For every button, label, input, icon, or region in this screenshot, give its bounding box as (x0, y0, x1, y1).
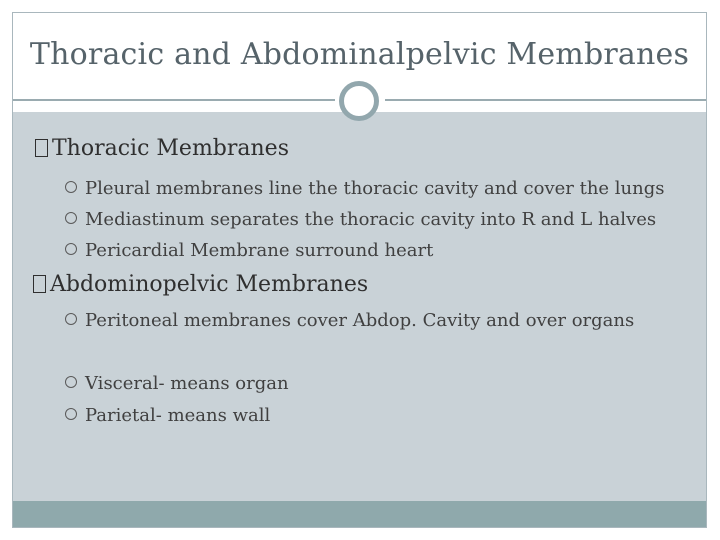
section-heading-thoracic (35, 136, 289, 161)
title-divider-right (385, 99, 706, 101)
slide-title: Thoracic and Abdominalpelvic Membranes (29, 37, 690, 72)
list-item-text: Pleural membranes line the thoracic cavity and cover the lungs (85, 178, 665, 199)
circle-bullet-icon (65, 313, 77, 325)
list-item-text: Visceral- means organ (85, 373, 289, 394)
square-bullet-icon (33, 275, 46, 293)
list-item-text: Pericardial Membrane surround heart (85, 240, 434, 261)
circle-bullet-icon (65, 212, 77, 224)
circle-bullet-icon (65, 376, 77, 388)
ring-divider-icon (339, 81, 379, 121)
list-item (65, 373, 289, 394)
footer-bar (13, 501, 706, 527)
content-area (13, 112, 706, 501)
slide (12, 12, 707, 528)
list-item (65, 209, 656, 230)
list-item-text: Peritoneal membranes cover Abdop. Cavity and over organs (85, 310, 635, 331)
section-heading-text: Thoracic Membranes (52, 136, 289, 161)
square-bullet-icon (35, 139, 48, 157)
circle-bullet-icon (65, 408, 77, 420)
list-item (65, 405, 270, 426)
list-item (65, 310, 634, 331)
circle-bullet-icon (65, 243, 77, 255)
list-item-text: Mediastinum separates the thoracic cavity into R and L halves (85, 209, 657, 230)
section-heading-text: Abdominopelvic Membranes (50, 272, 369, 297)
title-divider-left (13, 99, 335, 101)
list-item (65, 240, 433, 261)
circle-bullet-icon (65, 181, 77, 193)
list-item (65, 178, 665, 199)
section-heading-abdominopelvic (33, 272, 368, 297)
list-item-text: Parietal- means wall (85, 405, 271, 426)
